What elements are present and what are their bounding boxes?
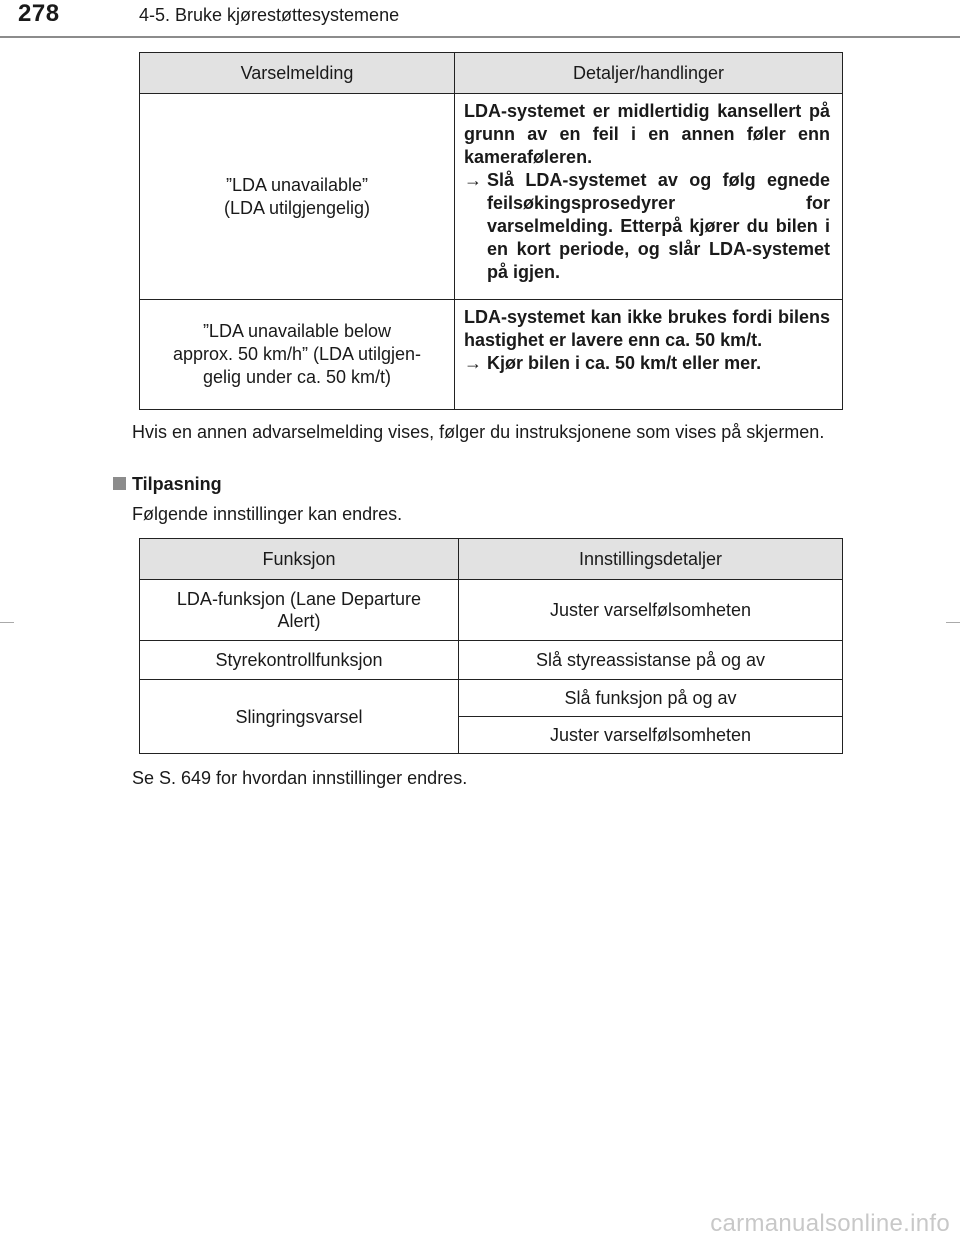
message-line: approx. 50 km/h” (LDA utilgjen- — [172, 344, 422, 364]
other-warning-paragraph: Hvis en annen advarselmelding vises, følger du instruksjonene som vises på skjermen. — [132, 422, 825, 442]
crop-mark-right — [946, 622, 960, 623]
arrow-right-icon: → — [464, 170, 482, 190]
section-intro: Følgende innstillinger kan endres. — [132, 504, 403, 524]
setting-detail-cell: Juster varselfølsomheten — [459, 580, 843, 641]
column-header: Innstillingsdetaljer — [459, 539, 843, 580]
table-header-row — [140, 539, 843, 580]
setting-detail-cell: Slå funksjon på og av — [459, 680, 843, 717]
section-title: Tilpasning — [132, 474, 222, 494]
function-line: LDA-funksjon (Lane Departure — [176, 589, 422, 609]
column-header: Funksjon — [140, 539, 459, 580]
action-text: Slå LDA-systemet av og følg egnede feilsøkingsprosedyrer for varselmelding. Etterpå kjører du bilen i en kort periode, og slår LDA-systemet på igjen. — [487, 170, 830, 282]
chapter-title: 4-5. Bruke kjørestøttesystemene — [139, 5, 400, 25]
message-line: ”LDA unavailable” — [225, 174, 369, 195]
setting-detail-cell: Slå styreassistanse på og av — [459, 641, 843, 680]
page-header — [0, 0, 960, 40]
page-number: 278 — [18, 0, 60, 27]
action-item — [464, 169, 830, 284]
message-line: ”LDA unavailable below — [202, 321, 392, 341]
column-header: Detaljer/handlinger — [455, 53, 843, 94]
settings-table — [139, 538, 843, 754]
detail-text: LDA-systemet er midlertidig kansellert på grunn av en feil i en annen føler enn kameraføleren. — [464, 101, 830, 167]
function-cell — [140, 580, 459, 641]
warning-message-cell — [140, 94, 455, 300]
setting-detail-cell: Juster varselfølsomheten — [459, 717, 843, 754]
crop-mark-left — [0, 622, 14, 623]
warning-message-cell — [140, 300, 455, 410]
table-row — [140, 580, 843, 641]
table-header-row — [140, 53, 843, 94]
warning-detail-cell — [455, 300, 843, 410]
function-cell: Slingringsvarsel — [140, 680, 459, 754]
column-header: Varselmelding — [140, 53, 455, 94]
header-rule — [0, 36, 960, 38]
section-heading — [113, 474, 222, 495]
detail-text: LDA-systemet kan ikke brukes fordi bilens hastighet er lavere enn ca. 50 km/t. — [464, 307, 830, 350]
table-row — [140, 680, 843, 717]
square-bullet-icon — [113, 477, 126, 490]
function-cell: Styrekontrollfunksjon — [140, 641, 459, 680]
function-line: Alert) — [277, 611, 321, 631]
table-row — [140, 94, 843, 300]
table-row — [140, 300, 843, 410]
action-item — [464, 352, 830, 375]
arrow-right-icon: → — [464, 353, 482, 373]
warning-detail-cell — [455, 94, 843, 300]
warning-message-table — [139, 52, 843, 410]
message-line: gelig under ca. 50 km/t) — [202, 367, 392, 387]
message-line: (LDA utilgjengelig) — [223, 197, 371, 218]
reference-paragraph: Se S. 649 for hvordan innstillinger endres. — [132, 768, 468, 788]
table-row — [140, 641, 843, 680]
watermark-logo: carmanualsonline.info — [710, 1210, 950, 1237]
action-text: Kjør bilen i ca. 50 km/t eller mer. — [487, 353, 762, 373]
